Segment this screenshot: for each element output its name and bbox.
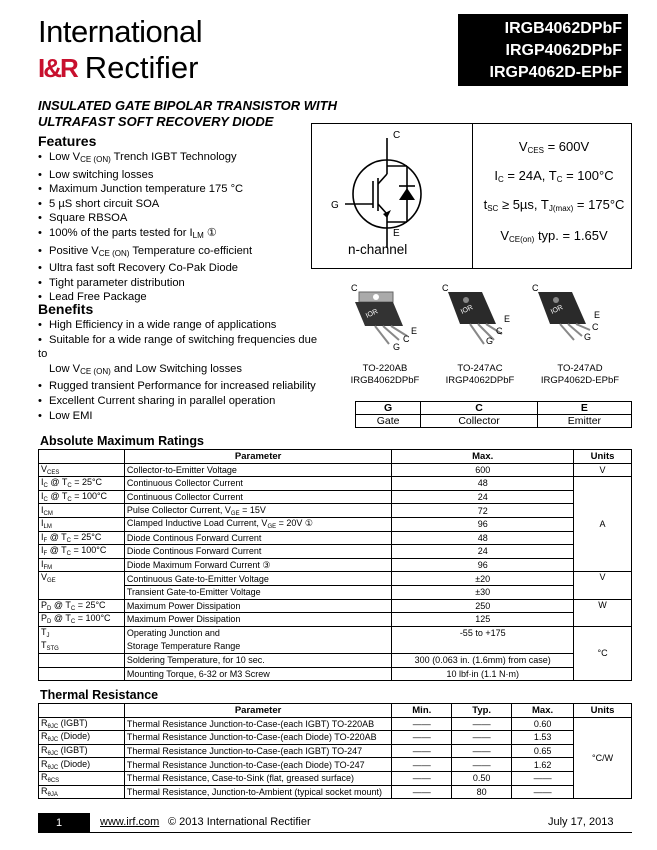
table-row: [39, 613, 632, 627]
param-cell: Diode Maximum Forward Current ③: [124, 558, 392, 572]
typ-cell: ——: [452, 717, 512, 731]
feature-item: • Lead Free Package: [38, 290, 318, 305]
symbol-cell: $R_{\theta CS}$: [39, 771, 125, 785]
param-cell: Collector-to-Emitter Voltage: [124, 463, 392, 477]
feature-item: • Maximum Junction temperature 175 °C: [38, 182, 318, 197]
svg-text:IOR: IOR: [364, 308, 380, 320]
feature-item: • Tight parameter distribution: [38, 276, 318, 291]
feature-item: • 100% of the parts tested for $I_{LM}$ ①: [38, 226, 318, 244]
max-cell: 0.65: [512, 744, 574, 758]
unit-cell: °C: [574, 626, 632, 680]
max-cell: 48: [392, 477, 574, 491]
max-cell: -55 to +175: [392, 626, 574, 640]
symbol-cell: $I_F$ @ $T_C = 25^\circ C$: [39, 531, 125, 545]
features-list: [38, 150, 318, 305]
thermal-table: [38, 703, 632, 799]
max-cell: 250: [392, 599, 574, 613]
table-row: [39, 744, 632, 758]
col-header: [39, 704, 125, 718]
channel-type-label: n-channel: [348, 242, 408, 257]
pin-label: C: [403, 334, 410, 344]
symbol-cell: [39, 653, 125, 667]
param-cell: Thermal Resistance Junction-to-Case-(each IGBT) TO-220AB: [124, 717, 391, 731]
min-cell: ——: [392, 771, 452, 785]
symbol-cell: [39, 667, 125, 681]
logo-wordmark-rectifier: Rectifier: [84, 50, 199, 85]
param-cell: Thermal Resistance Junction-to-Case-(each IGBT) TO-247: [124, 744, 391, 758]
feature-item: • Positive $V_{CE (ON)}$ Temperature co-efficient: [38, 244, 318, 262]
table-row: [39, 785, 632, 799]
symbol-cell: $P_D$ @ $T_C = 25^\circ C$: [39, 599, 125, 613]
table-row: [39, 545, 632, 559]
max-cell: 125: [392, 613, 574, 627]
pin-label: E: [411, 326, 418, 336]
symbol-cell: $T_J$: [39, 626, 125, 640]
pin-name: Collector: [421, 415, 538, 428]
max-cell: 24: [392, 490, 574, 504]
pin-assignment-table: [355, 401, 632, 428]
col-header: Min.: [392, 704, 452, 718]
package-label-to220: [340, 363, 430, 387]
part-number: IRGP4062DPbF: [505, 42, 622, 59]
feature-item: • Ultra fast soft Recovery Co-Pak Diode: [38, 261, 318, 276]
table-row: [39, 477, 632, 491]
typ-cell: 0.50: [452, 771, 512, 785]
typ-cell: ——: [452, 731, 512, 745]
typ-cell: 80: [452, 785, 512, 799]
max-cell: 0.60: [512, 717, 574, 731]
symbol-cell: $R_{\theta JC}$ (IGBT): [39, 717, 125, 731]
min-cell: ——: [392, 758, 452, 772]
pin-label: C: [496, 326, 503, 336]
feature-item: • Square RBSOA: [38, 211, 318, 226]
package-part: IRGP4062D-EPbF: [540, 375, 620, 386]
table-row: [39, 758, 632, 772]
thermal-heading: Thermal Resistance: [40, 688, 159, 702]
unit-cell: V: [574, 463, 632, 477]
col-header: Max.: [392, 450, 574, 464]
table-row: [39, 463, 632, 477]
table-row: [39, 599, 632, 613]
symbol-cell: $R_{\theta JA}$: [39, 785, 125, 799]
unit-cell: °C/W: [574, 717, 632, 799]
typ-cell: ——: [452, 744, 512, 758]
part-number: IRGB4062DPbF: [504, 20, 622, 37]
spec-divider: [472, 123, 473, 269]
pin-name: Emitter: [537, 415, 631, 428]
param-cell: Operating Junction and: [124, 626, 392, 640]
footer-rule: [38, 832, 632, 833]
symbol-cell: $R_{\theta JC}$ (IGBT): [39, 744, 125, 758]
feature-item: • Low switching losses: [38, 168, 318, 183]
max-cell: 600: [392, 463, 574, 477]
table-row: [39, 731, 632, 745]
benefits-heading: Benefits: [38, 301, 94, 317]
table-row: [39, 504, 632, 518]
pin-label: E: [594, 310, 601, 320]
benefit-item: • Excellent Current sharing in parallel operation: [38, 394, 328, 409]
features-heading: Features: [38, 133, 97, 149]
pin-label: G: [584, 332, 592, 342]
table-row: [39, 517, 632, 531]
max-cell: 1.53: [512, 731, 574, 745]
ior-logo-mark: I&R: [38, 52, 77, 83]
pin-label: G: [486, 336, 494, 346]
unit-cell: V: [574, 572, 632, 599]
feature-item: • 5 µS short circuit SOA: [38, 197, 318, 212]
param-cell: Maximum Power Dissipation: [124, 599, 392, 613]
package-part: IRGP4062DPbF: [445, 375, 515, 386]
param-cell: Pulse Collector Current, $V_{GE} = 15V$: [124, 504, 392, 518]
unit-cell: W: [574, 599, 632, 626]
max-cell: 300 (0.063 in. (1.6mm) from case): [392, 653, 574, 667]
symbol-cell: $I_{CM}$: [39, 504, 125, 518]
table-row: [39, 771, 632, 785]
schematic-gate-label: G: [331, 200, 339, 211]
param-cell: Diode Continous Forward Current: [124, 545, 392, 559]
table-row: [39, 585, 632, 599]
spec-vce-on: $V_{CE(on)}$ typ. = 1.65V: [500, 228, 608, 244]
symbol-cell: $R_{\theta JC}$ (Diode): [39, 758, 125, 772]
param-cell: Continuous Collector Current: [124, 490, 392, 504]
param-cell: Maximum Power Dissipation: [124, 613, 392, 627]
max-cell: ——: [512, 771, 574, 785]
footer-url-link[interactable]: www.irf.com: [100, 816, 160, 828]
col-header: Parameter: [124, 704, 391, 718]
subtitle-line: ULTRAFAST SOFT RECOVERY DIODE: [38, 114, 274, 129]
min-cell: ——: [392, 731, 452, 745]
col-header: Units: [574, 704, 632, 718]
table-row: [39, 572, 632, 586]
max-cell: 72: [392, 504, 574, 518]
typ-cell: ——: [452, 758, 512, 772]
package-name: TO-220AB: [362, 363, 408, 374]
symbol-cell: $R_{\theta JC}$ (Diode): [39, 731, 125, 745]
col-header: [39, 450, 125, 464]
footer-date: July 17, 2013: [548, 816, 614, 828]
part-number: IRGP4062D-EPbF: [489, 64, 622, 81]
pin-name: Gate: [356, 415, 421, 428]
table-row: [39, 653, 632, 667]
param-cell: Thermal Resistance, Junction-to-Ambient (typical socket mount): [124, 785, 391, 799]
logo-wordmark-international: International: [38, 14, 203, 49]
max-cell: ±20: [392, 572, 574, 586]
param-cell: Clamped Inductive Load Current, $V_{GE} = 20V$ ①: [124, 517, 392, 531]
package-name: TO-247AD: [557, 363, 603, 374]
schematic-collector-label: C: [393, 130, 401, 141]
max-cell: 1.62: [512, 758, 574, 772]
col-header: Max.: [512, 704, 574, 718]
benefits-list: [38, 318, 328, 423]
benefit-item: • Suitable for a wide range of switching frequencies due to Low $V_{CE (ON)}$ and Low Switching losses: [38, 333, 328, 380]
param-cell: Thermal Resistance Junction-to-Case-(each Diode) TO-247: [124, 758, 391, 772]
min-cell: ——: [392, 717, 452, 731]
max-cell: 96: [392, 517, 574, 531]
max-cell: [392, 640, 574, 654]
symbol-cell: $I_C$ @ $T_C = 100^\circ C$: [39, 490, 125, 504]
symbol-cell: $P_D$ @ $T_C = 100^\circ C$: [39, 613, 125, 627]
spec-tsc: $t_{SC} \ge 5\mu s$, $T_{J(max)} = 175^\circ C$: [483, 197, 625, 213]
part-number-box: [458, 14, 628, 86]
symbol-cell: $V_{GE}$: [39, 572, 125, 599]
package-part: IRGB4062DPbF: [350, 375, 420, 386]
symbol-cell: $V_{CES}$: [39, 463, 125, 477]
footer-copyright: © 2013 International Rectifier: [168, 816, 311, 828]
symbol-cell: $I_{LM}$: [39, 517, 125, 531]
param-cell: Soldering Temperature, for 10 sec.: [124, 653, 392, 667]
pin-label: C: [442, 283, 449, 293]
page-number: 1: [38, 813, 90, 833]
benefit-item: • Low EMI: [38, 409, 328, 424]
subtitle-line: INSULATED GATE BIPOLAR TRANSISTOR WITH: [38, 98, 337, 113]
table-row: [39, 717, 632, 731]
symbol-cell: $I_C$ @ $T_C = 25^\circ C$: [39, 477, 125, 491]
abs-max-heading: Absolute Maximum Ratings: [40, 434, 204, 448]
pin-header: G: [356, 402, 421, 415]
pin-header: C: [421, 402, 538, 415]
pin-label: E: [504, 314, 511, 324]
pin-label: G: [393, 342, 401, 352]
col-header: Units: [574, 450, 632, 464]
package-label-to247ad: [528, 363, 632, 387]
max-cell: 96: [392, 558, 574, 572]
feature-item: • Low $V_{CE (ON)}$ Trench IGBT Technology: [38, 150, 318, 168]
unit-cell: A: [574, 477, 632, 572]
svg-text:IOR: IOR: [549, 304, 565, 316]
max-cell: ——: [512, 785, 574, 799]
param-cell: Continuous Collector Current: [124, 477, 392, 491]
table-row: [39, 626, 632, 640]
schematic-emitter-label: E: [393, 228, 400, 239]
table-row: [39, 667, 632, 681]
pin-label: C: [532, 283, 539, 293]
symbol-cell: $T_{STG}$: [39, 640, 125, 654]
package-label-to247ac: [432, 363, 528, 387]
param-cell: Continuous Gate-to-Emitter Voltage: [124, 572, 392, 586]
benefit-item: • Rugged transient Performance for increased reliability: [38, 379, 328, 394]
device-subtitle: [38, 98, 337, 130]
abs-max-table: [38, 449, 632, 681]
param-cell: Storage Temperature Range: [124, 640, 392, 654]
table-row: [39, 531, 632, 545]
table-row: [39, 558, 632, 572]
max-cell: 10 lbf·in (1.1 N·m): [392, 667, 574, 681]
min-cell: ——: [392, 785, 452, 799]
to247ac-package-image: [438, 282, 518, 352]
param-cell: Mounting Torque, 6-32 or M3 Screw: [124, 667, 392, 681]
symbol-cell: $I_{FM}$: [39, 558, 125, 572]
max-cell: 24: [392, 545, 574, 559]
param-cell: Transient Gate-to-Emitter Voltage: [124, 585, 392, 599]
pin-header: E: [537, 402, 631, 415]
to220ab-package-image: [345, 282, 425, 352]
table-row: [39, 640, 632, 654]
spec-ic: $I_C = 24A$, $T_C = 100^\circ C$: [494, 168, 614, 184]
svg-text:IOR: IOR: [459, 304, 475, 316]
param-cell: Diode Continous Forward Current: [124, 531, 392, 545]
package-name: TO-247AC: [457, 363, 503, 374]
to247ad-package-image: [528, 282, 608, 352]
max-cell: 48: [392, 531, 574, 545]
table-row: [39, 490, 632, 504]
symbol-cell: $I_F$ @ $T_C = 100^\circ C$: [39, 545, 125, 559]
spec-vces: $V_{CES} = 600V$: [518, 139, 590, 155]
col-header: Parameter: [124, 450, 392, 464]
min-cell: ——: [392, 744, 452, 758]
param-cell: Thermal Resistance, Case-to-Sink (flat, greased surface): [124, 771, 391, 785]
logo-row: [38, 50, 198, 86]
pin-label: C: [351, 283, 358, 293]
max-cell: ±30: [392, 585, 574, 599]
pin-label: C: [592, 322, 599, 332]
param-cell: Thermal Resistance Junction-to-Case-(each Diode) TO-220AB: [124, 731, 391, 745]
col-header: Typ.: [452, 704, 512, 718]
benefit-item: • High Efficiency in a wide range of applications: [38, 318, 328, 333]
